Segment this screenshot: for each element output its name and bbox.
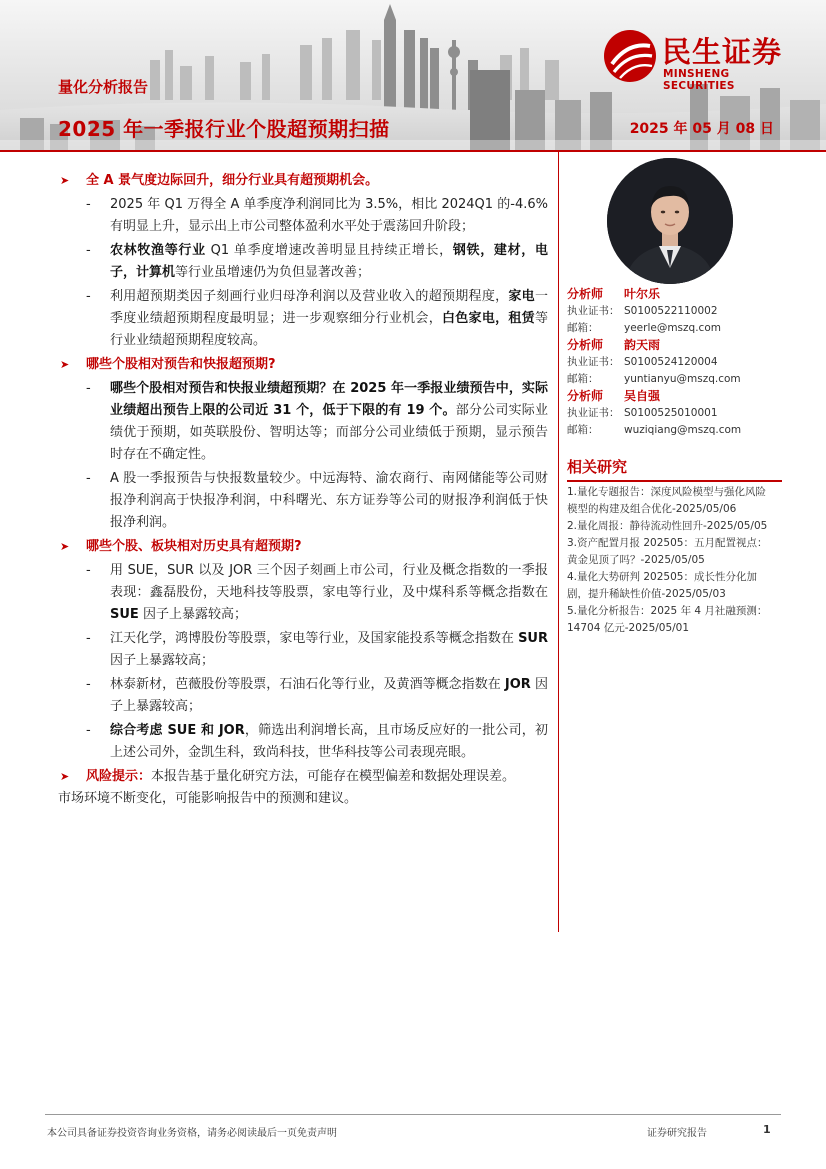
analyst-field-label: 分析师 bbox=[567, 287, 604, 301]
bold-text: SUE bbox=[110, 607, 139, 622]
analyst-cert-number: S0100524120004 bbox=[624, 356, 718, 368]
body-text: 2025 年 Q1 万得全 A 单季度净利润同比为 3.5%，相比 2024Q1 的-4.6%有明显上升，显示出上市公司整体盈利水平处于震荡回升阶段； bbox=[110, 197, 548, 234]
logo-text-en: MINSHENG SECURITIES bbox=[663, 68, 735, 92]
report-type-label: 量化分析报告 bbox=[58, 78, 149, 96]
analyst-field-label: 执业证书： bbox=[567, 407, 620, 419]
analyst-email: yeerle@mszq.com bbox=[624, 322, 721, 334]
dash-bullet: - bbox=[86, 723, 91, 738]
bullet-point bbox=[58, 560, 548, 626]
analyst-email-row bbox=[567, 320, 782, 337]
body-text: 江天化学，鸿博股份等股票，家电等行业，及国家能投系等概念指数在 bbox=[110, 631, 519, 646]
related-research-title: 相关研究 bbox=[567, 458, 628, 476]
bullet-point bbox=[58, 194, 548, 238]
dash-bullet: - bbox=[86, 243, 91, 258]
logo-text-cn: 民生证券 bbox=[662, 35, 783, 69]
related-research-item[interactable]: 1.量化专题报告：深度风险模型与强化风险模型的构建及组合优化-2025/05/06 bbox=[567, 486, 767, 515]
bold-text: SUR bbox=[518, 631, 548, 646]
related-research-item[interactable]: 3.资产配置月报 202505：五月配置视点：黄金见顶了吗？-2025/05/05 bbox=[567, 537, 768, 566]
arrow-bullet-icon: ➤ bbox=[60, 540, 70, 553]
page-number: 1 bbox=[763, 1123, 771, 1136]
body-text: 一季度业绩超预期程度最明显；进一步观察细分行业机会， bbox=[110, 289, 548, 326]
bold-text: 农林牧渔等行业 bbox=[110, 243, 206, 258]
report-date: 2025 年 05 月 08 日 bbox=[629, 121, 774, 137]
company-logo bbox=[602, 28, 802, 92]
column-divider bbox=[558, 152, 559, 932]
analyst-name: 叶尔乐 bbox=[624, 287, 661, 301]
analyst-field-label: 执业证书： bbox=[567, 305, 620, 317]
body-text: 因子上暴露较高； bbox=[110, 653, 215, 668]
body-text: 林泰新材，芭薇股份等股票，石油石化等行业，及黄酒等概念指数在 bbox=[110, 677, 505, 692]
arrow-bullet-icon: ➤ bbox=[60, 358, 70, 371]
dash-bullet: - bbox=[86, 631, 91, 646]
dash-bullet: - bbox=[86, 471, 91, 486]
body-text: 等行业虽增速仍为负但显著改善； bbox=[175, 265, 371, 280]
analyst-field-label: 分析师 bbox=[567, 389, 604, 403]
bold-text: 钢铁，建材，电子，计算机 bbox=[110, 243, 548, 280]
bold-text: 白色家电，租赁 bbox=[442, 311, 535, 326]
analyst-field-label: 邮箱： bbox=[567, 322, 599, 334]
analyst-field-label: 分析师 bbox=[567, 338, 604, 352]
footer-divider bbox=[45, 1114, 781, 1115]
dash-bullet: - bbox=[86, 289, 91, 304]
bullet-point bbox=[58, 240, 548, 284]
dash-bullet: - bbox=[86, 381, 91, 396]
risk-warning bbox=[58, 766, 548, 788]
header-banner bbox=[0, 0, 826, 150]
analyst-photo bbox=[607, 158, 733, 284]
arrow-bullet-icon: ➤ bbox=[60, 174, 70, 187]
body-text: 用 SUE，SUR 以及 JOR 三个因子刻画上市公司，行业及概念指数的一季报表现：鑫磊股份，天地科技等股票，家电等行业，及中煤科系等概念指数在 bbox=[110, 563, 548, 600]
analyst-cert-number: S0100525010001 bbox=[624, 407, 718, 419]
related-research-item[interactable]: 2.量化周报：静待流动性回升-2025/05/05 bbox=[567, 520, 768, 532]
analyst-portrait-image bbox=[607, 158, 733, 284]
related-research-item[interactable]: 4.量化大势研判 202505：成长性分化加剧，提升稀缺性价值-2025/05/03 bbox=[567, 571, 757, 600]
analyst-email-row bbox=[567, 422, 782, 439]
analyst-field-label: 执业证书： bbox=[567, 356, 620, 368]
bold-text: 哪些个股相对预告和快报业绩超预期？在 2025 年一季报业绩预告中，实际业绩超出预告上限的公司近 31 个，低于下限的有 19 个。 bbox=[110, 381, 548, 418]
body-text: 部分公司实际业绩优于预期，如英联股份、智明达等；而部分公司业绩低于预期，显示预告时存在不确定性。 bbox=[110, 403, 548, 462]
analyst-cert-row bbox=[567, 405, 782, 422]
body-text: 利用超预期类因子刻画行业归母净利润以及营业收入的超预期程度， bbox=[110, 289, 509, 304]
footer-doc-type: 证券研究报告 bbox=[647, 1128, 707, 1139]
analyst-email: wuziqiang@mszq.com bbox=[624, 424, 742, 436]
body-text: A 股一季报预告与快报数量较少。中远海特、渝农商行、南网储能等公司财报净利润高于快报净利润，中科曙光、东方证券等公司的财报净利润低于快报净利润。 bbox=[110, 471, 548, 530]
analyst-name-row bbox=[567, 388, 782, 405]
main-content bbox=[58, 170, 548, 810]
header-divider bbox=[0, 150, 826, 152]
arrow-bullet-icon: ➤ bbox=[60, 770, 70, 783]
analyst-field-label: 邮箱： bbox=[567, 424, 599, 436]
analyst-email-row bbox=[567, 371, 782, 388]
body-text: 等行业业绩超预期程度较高。 bbox=[110, 311, 548, 348]
footer-disclaimer: 本公司具备证券投资咨询业务资格，请务必阅读最后一页免责声明 bbox=[47, 1128, 337, 1139]
section-heading bbox=[58, 354, 548, 376]
minsheng-logo-icon bbox=[602, 28, 658, 84]
bullet-point bbox=[58, 674, 548, 718]
risk-label: 风险提示： bbox=[86, 769, 152, 784]
body-text: 因子上暴露较高； bbox=[138, 607, 247, 622]
dash-bullet: - bbox=[86, 563, 91, 578]
analyst-list bbox=[567, 286, 782, 439]
analyst-name-row bbox=[567, 286, 782, 303]
bullet-point bbox=[58, 378, 548, 466]
analyst-cert-row bbox=[567, 303, 782, 320]
section-heading bbox=[58, 170, 548, 192]
dash-bullet: - bbox=[86, 677, 91, 692]
analyst-cert-number: S0100522110002 bbox=[624, 305, 718, 317]
analyst-email: yuntianyu@mszq.com bbox=[624, 373, 741, 385]
related-research-item[interactable]: 5.量化分析报告：2025 年 4 月社融预测：14704 亿元-2025/05/01 bbox=[567, 605, 768, 634]
analyst-cert-row bbox=[567, 354, 782, 371]
section-heading bbox=[58, 536, 548, 558]
bullet-point bbox=[58, 628, 548, 672]
risk-text: 本报告基于量化研究方法，可能存在模型偏差和数据处理误差。 bbox=[151, 769, 516, 784]
section-heading-text: 全 A 景气度边际回升，细分行业具有超预期机会。 bbox=[86, 173, 379, 188]
dash-bullet: - bbox=[86, 197, 91, 212]
risk-text-continued: 市场环境不断变化，可能影响报告中的预测和建议。 bbox=[58, 791, 358, 806]
bold-text: JOR bbox=[504, 677, 531, 692]
bullet-point bbox=[58, 468, 548, 534]
bold-text: 综合考虑 SUE 和 JOR bbox=[110, 723, 245, 738]
related-research-list bbox=[567, 484, 773, 637]
bullet-point bbox=[58, 720, 548, 764]
analyst-name: 吴自强 bbox=[624, 389, 661, 403]
summary-sections bbox=[58, 170, 548, 764]
analyst-name-row bbox=[567, 337, 782, 354]
bullet-point bbox=[58, 286, 548, 352]
section-heading-text: 哪些个股、板块相对历史具有超预期? bbox=[86, 539, 302, 554]
section-heading-text: 哪些个股相对预告和快报超预期? bbox=[86, 357, 276, 372]
analyst-field-label: 邮箱： bbox=[567, 373, 599, 385]
report-title: 2025 年一季报行业个股超预期扫描 bbox=[58, 117, 390, 141]
body-text: 因子上暴露较高； bbox=[110, 677, 548, 714]
bold-text: 家电 bbox=[508, 289, 535, 304]
body-text: Q1 单季度增速改善明显且持续正增长， bbox=[205, 243, 453, 258]
analyst-name: 韵天雨 bbox=[624, 338, 661, 352]
related-research-divider bbox=[567, 480, 782, 482]
body-text: ，筛选出利润增长高，且市场反应好的一批公司，初上述公司外，金凯生科，致尚科技，世华科技等公司表现亮眼。 bbox=[110, 723, 548, 760]
